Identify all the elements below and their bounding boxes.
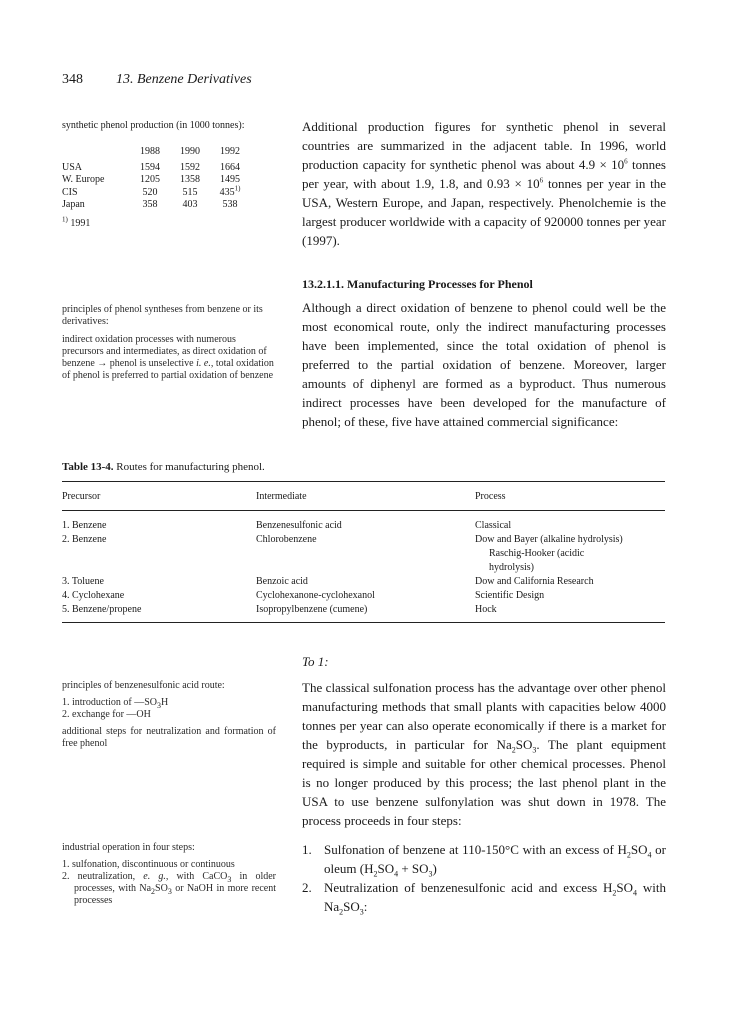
column-header-process: Process [475, 491, 506, 502]
section-heading: 13.2.1.1. Manufacturing Processes for Phenol [302, 277, 533, 291]
process-cell: Hock [475, 604, 497, 615]
value-cell: 1594 [140, 161, 160, 173]
footnote-marker: 1) [234, 184, 241, 193]
precursor-cell: 5. Benzene/propene [62, 604, 142, 615]
table-bottom-rule [62, 622, 665, 623]
page-number: 348 [62, 72, 83, 87]
intro-paragraph: Additional production figures for synthetic phenol in several countries are summarized in the adjacent table. In 1996, world production capacity for synthetic phenol was about $4.9 \times 10^6$ tonnes per year, with about 1.9, 1.8, and $0.93 \times 10^6$ tonnes per year in the USA, Western Europe, and Japan, respectively. Phenolchemie is the largest producer worldwide with a capacity of 920000 tonnes per year (1997). [302, 119, 667, 248]
sidebar-principles [62, 304, 276, 382]
precursor-cell: 1. Benzene [62, 520, 107, 531]
column-header-intermediate: Intermediate [256, 491, 307, 502]
process-steps [302, 840, 666, 916]
list-item: 1. introduction of $—SO_3H$ [62, 697, 169, 710]
country-cell: USA [62, 161, 83, 173]
sidebar-heading: principles of phenol syntheses from benzene or its derivatives: [62, 304, 263, 327]
table-row [62, 199, 250, 212]
production-table [62, 146, 250, 212]
value-cell: 403 [182, 199, 198, 210]
table-row [62, 174, 250, 187]
table-header-rule [62, 510, 665, 511]
column-header-precursor: Precursor [62, 491, 101, 502]
sidebar-heading: principles of benzenesulfonic acid route: [62, 680, 225, 691]
intermediate-cell: Cyclohexanone-cyclohexanol [256, 590, 375, 601]
intermediate-cell: Chlorobenzene [256, 534, 317, 545]
sidebar-sulfonic [62, 680, 276, 750]
process-cell: Classical [475, 520, 512, 531]
value-cell: 1495 [220, 174, 240, 185]
precursor-cell: 3. Toluene [62, 576, 104, 587]
value-cell: 1592 [180, 161, 200, 173]
table-row [62, 187, 250, 200]
table-row [62, 162, 250, 175]
intermediate-cell: Isopropylbenzene (cumene) [256, 604, 368, 615]
precursor-cell: 4. Cyclohexane [62, 590, 125, 601]
country-cell: CIS [62, 186, 78, 198]
value-cell: 515 [182, 186, 198, 198]
sidebar-note: additional steps for neutralization and formation of free phenol [62, 726, 276, 749]
process-cell-continued: hydrolysis) [489, 562, 534, 573]
production-table-footnote: $^{1)}$ 1991 [62, 215, 91, 229]
process-cell: Dow and Bayer (alkaline hydrolysis) [475, 534, 623, 545]
value-cell: 538 [222, 199, 238, 210]
manufacturing-paragraph: Although a direct oxidation of benzene to phenol could well be the most economical route, only the indirect manufacturing processes have been implemented, since the total oxidation of phenol is preferred to the partial oxidation of benzene. Moreover, larger amounts of diphenyl are formed as a byproduct. Thus numerous indirect processes have been developed for the manufacture of phenol; of these, five have attained commercial significance: [302, 300, 666, 429]
list-item: 2. exchange for —OH [62, 709, 151, 720]
year-header: 1988 [140, 146, 160, 157]
list-item: 2. Neutralization of benzenesulfonic acid and excess $H_2SO_4$ with $Na_2SO_3$: [302, 880, 666, 917]
running-header-title: 13. Benzene Derivatives [116, 72, 252, 87]
table-caption: Table 13-4. Routes for manufacturing phenol. [62, 461, 265, 473]
process-cell: Scientific Design [475, 590, 545, 601]
sidebar-industrial [62, 842, 276, 907]
country-cell: Japan [62, 199, 85, 210]
value-cell: 1664 [220, 161, 240, 173]
intermediate-cell: Benzenesulfonic acid [256, 520, 342, 531]
value-cell: 520 [142, 186, 158, 198]
classical-paragraph: The classical sulfonation process has the advantage over other phenol manufacturing methods that small plants with capacities below 4000 tonnes per year can also operate economically if there is a market for the byproducts, in particular for $Na_2SO_3$. The plant equipment required is simple and suitable for other chemical processes. Phenol is no longer produced by this process; the last phenol plant in the USA to use benzene sulfonylation was shut down in 1978. The process proceeds in four steps: [302, 680, 666, 828]
process-cell-continued: Raschig-Hooker (acidic [489, 548, 585, 559]
list-item: 1. Sulfonation of benzene at 110-150°C with an excess of $H_2SO_4$ or oleum $(H_2SO_4 + SO_3)$ [302, 842, 666, 879]
production-table-caption: synthetic phenol production (in 1000 tonnes): [62, 120, 245, 131]
country-cell: W. Europe [62, 174, 105, 185]
subsection-heading: To 1: [302, 654, 329, 669]
process-cell: Dow and California Research [475, 576, 594, 587]
list-item: 2. neutralization, e. g., with CaCO$_3$ in older processes, with $Na_2SO_3$ or NaOH in more recent processes [62, 871, 276, 906]
value-cell: 435$^{1)}$ [219, 184, 241, 198]
intermediate-cell: Benzoic acid [256, 576, 308, 587]
value-cell: 1205 [140, 174, 160, 185]
value-cell: 1358 [180, 174, 200, 185]
sidebar-heading: industrial operation in four steps: [62, 842, 195, 853]
year-header: 1990 [180, 146, 200, 157]
precursor-cell: 2. Benzene [62, 534, 107, 545]
sidebar-note: indirect oxidation processes with numerous precursors and intermediates, as direct oxidation of benzene → phenol is unselective i. e., total oxidation of phenol is preferred to partial oxidation of benzene [62, 334, 274, 381]
year-header: 1992 [220, 146, 240, 157]
list-item: 1. sulfonation, discontinuous or continuous [62, 859, 235, 870]
value-cell: 358 [142, 199, 158, 210]
table-top-rule [62, 481, 665, 482]
